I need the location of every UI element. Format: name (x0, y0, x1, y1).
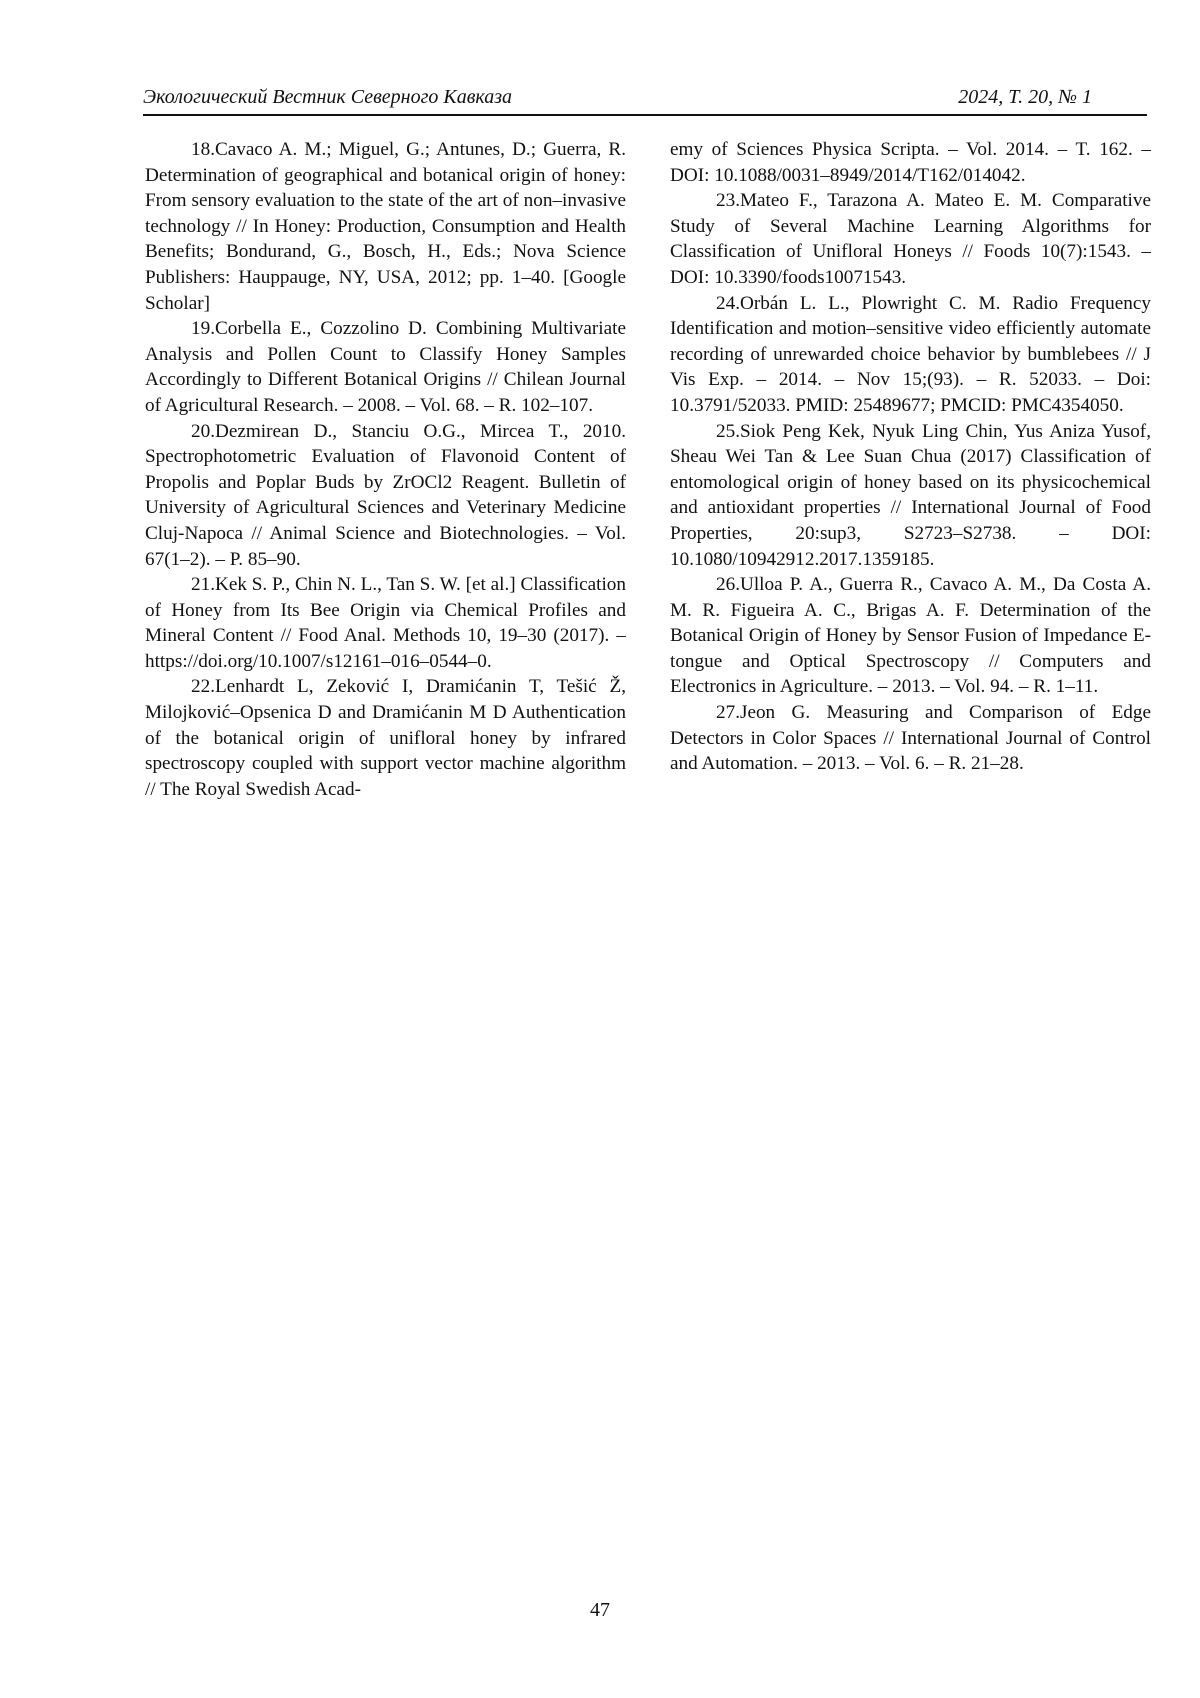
reference-21: 21.Kek S. P., Chin N. L., Tan S. W. [et al.] Classification of Honey from Its Bee Origin via Chemical Profiles and Mineral Content // Food Anal. Methods 10, 19–30 (2017). – https://doi.org/10.1007/s12161–016–0544–0. (145, 572, 626, 674)
reference-23: 23.Mateo F., Tarazona A. Mateo E. M. Comparative Study of Several Machine Learning Algorithms for Classification of Unifloral Honeys // Foods 10(7):1543. – DOI: 10.3390/foods10071543. (670, 188, 1151, 290)
reference-22: 22.Lenhardt L, Zeković I, Dramićanin T, Tešić Ž, Milojković–Opsenica D and Dramićanin M D Authentication of the botanical origin of unifloral honey by infrared spectroscopy coupled with support vector machine algorithm // The Royal Swedish Acad- (145, 674, 626, 802)
reference-25: 25.Siok Peng Kek, Nyuk Ling Chin, Yus Aniza Yusof, Sheau Wei Tan & Lee Suan Chua (2017) Classification of entomological origin of honey based on its physicochemical and antioxidant properties // International Journal of Food Properties, 20:sup3, S2723–S2738. – DOI: 10.1080/10942912.2017.1359185. (670, 419, 1151, 573)
reference-27: 27.Jeon G. Measuring and Comparison of Edge Detectors in Color Spaces // International Journal of Control and Automation. – 2013. – Vol. 6. – R. 21–28. (670, 700, 1151, 777)
reference-18: 18.Cavaco A. M.; Miguel, G.; Antunes, D.; Guerra, R. Determination of geographical and botanical origin of honey: From sensory evaluation to the state of the art of non–invasive technology // In Honey: Production, Consumption and Health Benefits; Bondurand, G., Bosch, H., Eds.; Nova Science Publishers: Hauppauge, NY, USA, 2012; pp. 1–40. [Google Scholar] (145, 137, 626, 316)
reference-24: 24.Orbán L. L., Plowright C. M. Radio Frequency Identification and motion–sensitive video efficiently automate recording of unrewarded choice behavior by bumblebees // J Vis Exp. – 2014. – Nov 15;(93). – R. 52033. – Doi: 10.3791/52033. PMID: 25489677; PMCID: PMC4354050. (670, 291, 1151, 419)
journal-title: Экологический Вестник Северного Кавказа (143, 86, 512, 108)
reference-22-continued: emy of Sciences Physica Scripta. – Vol. 2014. – T. 162. – DOI: 10.1088/0031–8949/2014/T162/014042. (670, 137, 1151, 188)
reference-26: 26.Ulloa P. A., Guerra R., Cavaco A. M., Da Costa A. M. R. Figueira A. C., Brigas A. F. Determination of the Botanical Origin of Honey by Sensor Fusion of Impedance E-tongue and Optical Spectroscopy // Computers and Electronics in Agriculture. – 2013. – Vol. 94. – R. 1–11. (670, 572, 1151, 700)
reference-19: 19.Corbella E., Cozzolino D. Combining Multivariate Analysis and Pollen Count to Classify Honey Samples Accordingly to Different Botanical Origins // Chilean Journal of Agricultural Research. – 2008. – Vol. 68. – R. 102–107. (145, 316, 626, 418)
reference-20: 20.Dezmirean D., Stanciu O.G., Mircea T., 2010. Spectrophotometric Evaluation of Flavonoid Content of Propolis and Poplar Buds by ZrOCl2 Reagent. Bulletin of University of Agricultural Sciences and Veterinary Medicine Cluj-Napoca // Animal Science and Biotechnologies. – Vol. 67(1–2). – P. 85–90. (145, 419, 626, 573)
references-right-column (670, 137, 1151, 777)
page-number: 47 (0, 1598, 1200, 1622)
issue-info: 2024, Т. 20, № 1 (958, 86, 1092, 108)
running-header (143, 86, 1147, 116)
references-left-column (145, 137, 626, 802)
